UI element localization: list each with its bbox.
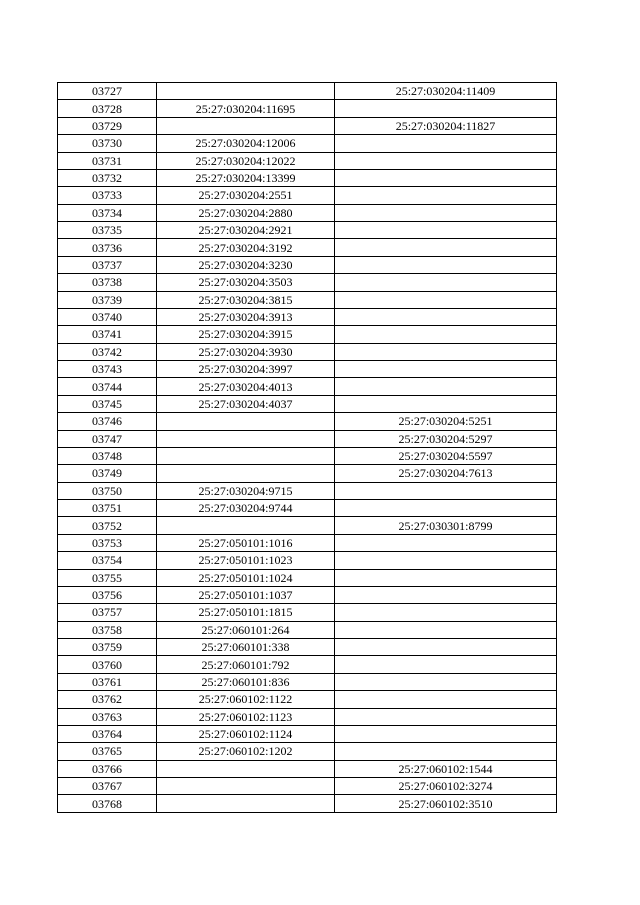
cadastral-number-cell-a: 25:27:030204:12006 — [157, 135, 335, 152]
cadastral-number-cell-a — [157, 83, 335, 100]
cadastral-number-cell-b — [335, 656, 557, 673]
table-row — [58, 743, 557, 760]
row-number-cell: 03764 — [58, 725, 157, 742]
table-row — [58, 778, 557, 795]
row-number-cell: 03743 — [58, 361, 157, 378]
table-row — [58, 187, 557, 204]
row-number-cell: 03735 — [58, 222, 157, 239]
cadastral-number-cell-a: 25:27:060102:1202 — [157, 743, 335, 760]
row-number-cell: 03731 — [58, 152, 157, 169]
cadastral-number-cell-b — [335, 256, 557, 273]
table-row — [58, 135, 557, 152]
row-number-cell: 03746 — [58, 413, 157, 430]
row-number-cell: 03762 — [58, 691, 157, 708]
row-number-cell: 03745 — [58, 395, 157, 412]
cadastral-number-cell-b — [335, 204, 557, 221]
row-number-cell: 03739 — [58, 291, 157, 308]
table-row — [58, 430, 557, 447]
table-row — [58, 413, 557, 430]
cadastral-number-cell-b — [335, 239, 557, 256]
cadastral-number-cell-b — [335, 500, 557, 517]
cadastral-number-cell-a: 25:27:030204:9715 — [157, 482, 335, 499]
table-row — [58, 534, 557, 551]
cadastral-number-cell-a — [157, 447, 335, 464]
cadastral-number-cell-a: 25:27:060101:264 — [157, 621, 335, 638]
cadastral-number-cell-a: 25:27:060101:792 — [157, 656, 335, 673]
cadastral-number-cell-a: 25:27:030204:2551 — [157, 187, 335, 204]
row-number-cell: 03757 — [58, 604, 157, 621]
table-row — [58, 326, 557, 343]
cadastral-number-cell-a — [157, 517, 335, 534]
row-number-cell: 03751 — [58, 500, 157, 517]
table-body — [58, 83, 557, 813]
cadastral-number-cell-b — [335, 708, 557, 725]
cadastral-number-cell-a: 25:27:030204:4013 — [157, 378, 335, 395]
row-number-cell: 03728 — [58, 100, 157, 117]
cadastral-number-cell-b — [335, 395, 557, 412]
row-number-cell: 03741 — [58, 326, 157, 343]
cadastral-number-cell-b: 25:27:060102:3510 — [335, 795, 557, 812]
cadastral-number-cell-b — [335, 552, 557, 569]
cadastral-number-cell-b — [335, 187, 557, 204]
cadastral-number-cell-a: 25:27:030204:11695 — [157, 100, 335, 117]
cadastral-number-cell-a: 25:27:060102:1122 — [157, 691, 335, 708]
cadastral-number-cell-b: 25:27:030204:7613 — [335, 465, 557, 482]
cadastral-number-cell-a — [157, 117, 335, 134]
cadastral-number-cell-b: 25:27:060102:3274 — [335, 778, 557, 795]
cadastral-number-cell-a: 25:27:030204:12022 — [157, 152, 335, 169]
cadastral-number-cell-b — [335, 308, 557, 325]
cadastral-number-cell-b: 25:27:030204:5297 — [335, 430, 557, 447]
cadastral-number-cell-b — [335, 586, 557, 603]
row-number-cell: 03732 — [58, 169, 157, 186]
cadastral-number-cell-b — [335, 378, 557, 395]
cadastral-number-cell-b — [335, 361, 557, 378]
row-number-cell: 03747 — [58, 430, 157, 447]
row-number-cell: 03737 — [58, 256, 157, 273]
row-number-cell: 03752 — [58, 517, 157, 534]
row-number-cell: 03729 — [58, 117, 157, 134]
table-row — [58, 222, 557, 239]
cadastral-number-cell-b — [335, 152, 557, 169]
cadastral-number-table — [57, 82, 557, 813]
cadastral-number-cell-a — [157, 413, 335, 430]
cadastral-number-cell-b — [335, 343, 557, 360]
cadastral-number-cell-b: 25:27:030204:11827 — [335, 117, 557, 134]
row-number-cell: 03734 — [58, 204, 157, 221]
cadastral-number-cell-b — [335, 743, 557, 760]
table-row — [58, 482, 557, 499]
cadastral-number-cell-a: 25:27:050101:1016 — [157, 534, 335, 551]
table-row — [58, 361, 557, 378]
cadastral-number-cell-a: 25:27:050101:1037 — [157, 586, 335, 603]
table-row — [58, 552, 557, 569]
row-number-cell: 03761 — [58, 673, 157, 690]
cadastral-number-cell-a: 25:27:030204:3192 — [157, 239, 335, 256]
table-row — [58, 708, 557, 725]
table-row — [58, 725, 557, 742]
cadastral-number-cell-b — [335, 222, 557, 239]
cadastral-number-cell-a: 25:27:030204:13399 — [157, 169, 335, 186]
cadastral-number-cell-a — [157, 430, 335, 447]
row-number-cell: 03738 — [58, 274, 157, 291]
row-number-cell: 03758 — [58, 621, 157, 638]
cadastral-number-cell-b — [335, 291, 557, 308]
table-row — [58, 569, 557, 586]
row-number-cell: 03748 — [58, 447, 157, 464]
cadastral-number-cell-a: 25:27:030204:9744 — [157, 500, 335, 517]
row-number-cell: 03733 — [58, 187, 157, 204]
cadastral-number-cell-a: 25:27:060101:338 — [157, 639, 335, 656]
row-number-cell: 03744 — [58, 378, 157, 395]
table-row — [58, 639, 557, 656]
row-number-cell: 03736 — [58, 239, 157, 256]
cadastral-number-cell-a: 25:27:030204:3913 — [157, 308, 335, 325]
table-row — [58, 395, 557, 412]
cadastral-number-cell-b — [335, 621, 557, 638]
row-number-cell: 03763 — [58, 708, 157, 725]
table-row — [58, 604, 557, 621]
cadastral-number-cell-a — [157, 465, 335, 482]
table-row — [58, 673, 557, 690]
row-number-cell: 03742 — [58, 343, 157, 360]
table-row — [58, 447, 557, 464]
row-number-cell: 03727 — [58, 83, 157, 100]
table-row — [58, 760, 557, 777]
cadastral-number-cell-b: 25:27:060102:1544 — [335, 760, 557, 777]
cadastral-number-cell-b — [335, 274, 557, 291]
cadastral-number-cell-b: 25:27:030204:11409 — [335, 83, 557, 100]
cadastral-number-cell-b — [335, 135, 557, 152]
cadastral-number-cell-a: 25:27:030204:3930 — [157, 343, 335, 360]
table-row — [58, 117, 557, 134]
table-row — [58, 378, 557, 395]
cadastral-number-cell-a: 25:27:030204:3915 — [157, 326, 335, 343]
table-row — [58, 621, 557, 638]
cadastral-number-cell-a: 25:27:060102:1124 — [157, 725, 335, 742]
cadastral-number-cell-b — [335, 534, 557, 551]
row-number-cell: 03768 — [58, 795, 157, 812]
cadastral-number-cell-a: 25:27:050101:1023 — [157, 552, 335, 569]
table-row — [58, 586, 557, 603]
cadastral-number-cell-b: 25:27:030204:5251 — [335, 413, 557, 430]
cadastral-number-cell-b — [335, 169, 557, 186]
table-row — [58, 169, 557, 186]
cadastral-number-cell-a: 25:27:030204:3997 — [157, 361, 335, 378]
row-number-cell: 03750 — [58, 482, 157, 499]
row-number-cell: 03753 — [58, 534, 157, 551]
cadastral-number-cell-b: 25:27:030301:8799 — [335, 517, 557, 534]
cadastral-number-cell-a: 25:27:050101:1024 — [157, 569, 335, 586]
cadastral-number-cell-a: 25:27:060102:1123 — [157, 708, 335, 725]
table-row — [58, 152, 557, 169]
row-number-cell: 03740 — [58, 308, 157, 325]
table-row — [58, 256, 557, 273]
row-number-cell: 03755 — [58, 569, 157, 586]
cadastral-number-cell-a: 25:27:030204:2880 — [157, 204, 335, 221]
table-row — [58, 691, 557, 708]
cadastral-number-cell-a: 25:27:050101:1815 — [157, 604, 335, 621]
cadastral-number-cell-b — [335, 482, 557, 499]
cadastral-number-cell-b — [335, 569, 557, 586]
cadastral-number-cell-a: 25:27:030204:3230 — [157, 256, 335, 273]
cadastral-number-cell-a: 25:27:030204:4037 — [157, 395, 335, 412]
row-number-cell: 03754 — [58, 552, 157, 569]
table-row — [58, 100, 557, 117]
table-row — [58, 465, 557, 482]
cadastral-number-cell-b — [335, 604, 557, 621]
row-number-cell: 03767 — [58, 778, 157, 795]
cadastral-number-cell-b: 25:27:030204:5597 — [335, 447, 557, 464]
cadastral-number-cell-a: 25:27:030204:3815 — [157, 291, 335, 308]
cadastral-number-cell-b — [335, 673, 557, 690]
row-number-cell: 03730 — [58, 135, 157, 152]
table-row — [58, 83, 557, 100]
row-number-cell: 03756 — [58, 586, 157, 603]
row-number-cell: 03759 — [58, 639, 157, 656]
table-row — [58, 291, 557, 308]
cadastral-number-cell-a: 25:27:030204:2921 — [157, 222, 335, 239]
cadastral-number-cell-a — [157, 778, 335, 795]
row-number-cell: 03760 — [58, 656, 157, 673]
table-row — [58, 517, 557, 534]
table-row — [58, 795, 557, 812]
row-number-cell: 03749 — [58, 465, 157, 482]
cadastral-number-cell-b — [335, 326, 557, 343]
cadastral-number-cell-a: 25:27:060101:836 — [157, 673, 335, 690]
table-row — [58, 343, 557, 360]
cadastral-number-cell-a: 25:27:030204:3503 — [157, 274, 335, 291]
table-row — [58, 308, 557, 325]
table-row — [58, 204, 557, 221]
cadastral-number-cell-b — [335, 691, 557, 708]
table-row — [58, 500, 557, 517]
cadastral-number-cell-a — [157, 760, 335, 777]
table-row — [58, 656, 557, 673]
cadastral-number-cell-b — [335, 639, 557, 656]
table-row — [58, 274, 557, 291]
cadastral-number-cell-a — [157, 795, 335, 812]
cadastral-number-cell-b — [335, 100, 557, 117]
table-row — [58, 239, 557, 256]
row-number-cell: 03765 — [58, 743, 157, 760]
row-number-cell: 03766 — [58, 760, 157, 777]
cadastral-number-cell-b — [335, 725, 557, 742]
